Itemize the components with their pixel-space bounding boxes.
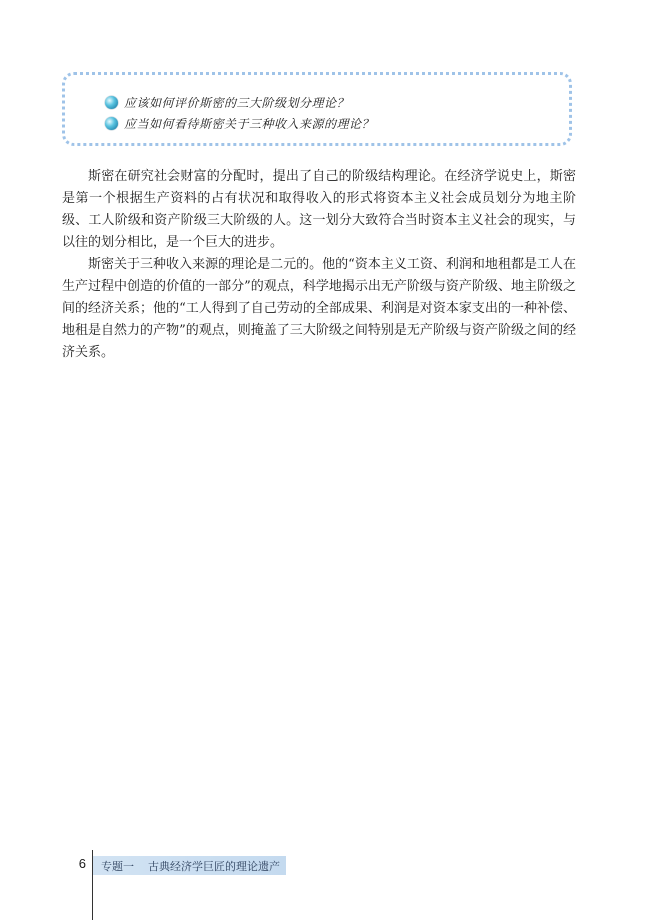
chapter-title: 古典经济学巨匠的理论遗产 bbox=[148, 859, 280, 873]
paragraph: 斯密关于三种收入来源的理论是二元的。他的“资本主义工资、利润和地租都是工人在生产过程中创造的价值的一部分”的观点，科学地揭示出无产阶级与资产阶级、地主阶级之间的经济关系；他的“工人得到了自己劳动的全部成果、利润是对资本家支出的一种补偿、地租是自然力的产物”的观点，则掩盖了三大阶级之间特别是无产阶级与资产阶级之间的经济关系。 bbox=[62, 257, 576, 360]
question-item bbox=[105, 114, 374, 132]
bullet-icon bbox=[105, 117, 118, 130]
page-number: 6 bbox=[78, 856, 86, 871]
question-text: 应该如何评价斯密的三大阶级划分理论？ bbox=[124, 95, 350, 110]
question-box bbox=[62, 72, 572, 146]
question-text: 应当如何看待斯密关于三种收入来源的理论？ bbox=[124, 116, 375, 131]
chapter-band bbox=[93, 856, 286, 875]
bullet-icon bbox=[105, 96, 118, 109]
body-text bbox=[62, 166, 576, 364]
paragraph: 斯密在研究社会财富的分配时，提出了自己的阶级结构理论。在经济学说史上，斯密是第一个根据生产资料的占有状况和取得收入的形式将资本主义社会成员划分为地主阶级、工人阶级和资产阶级三大阶级的人。这一划分大致符合当时资本主义社会的现实，与以往的划分相比，是一个巨大的进步。 bbox=[62, 169, 576, 250]
topic-label: 专题一 bbox=[101, 859, 134, 873]
question-item bbox=[105, 93, 349, 111]
